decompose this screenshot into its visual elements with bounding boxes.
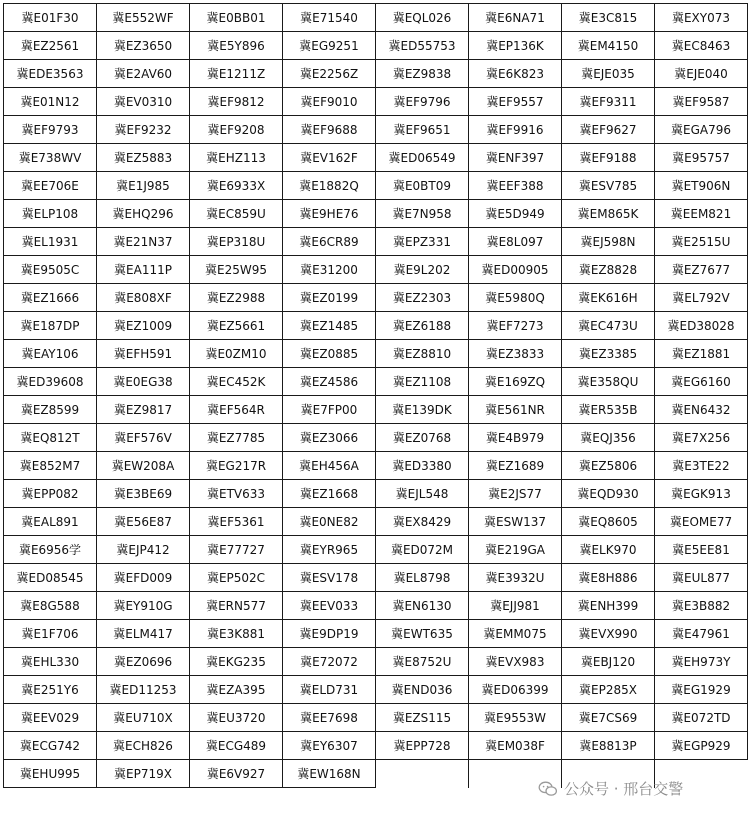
plate-number-cell: 冀EWT635 xyxy=(376,620,469,648)
plate-number-cell: 冀EGA796 xyxy=(655,116,748,144)
plate-number-cell: 冀EF9010 xyxy=(283,88,376,116)
plate-number-cell: 冀EZ5883 xyxy=(97,144,190,172)
plate-number-cell: 冀E358QU xyxy=(562,368,655,396)
plate-number-cell: 冀EF9627 xyxy=(562,116,655,144)
plate-number-cell: 冀EQL026 xyxy=(376,4,469,32)
plate-number-cell: 冀EZ7677 xyxy=(655,256,748,284)
table-row xyxy=(4,116,748,144)
plate-number-cell: 冀E9DP19 xyxy=(283,620,376,648)
table-row xyxy=(4,340,748,368)
plate-number-cell: 冀EJ598N xyxy=(562,228,655,256)
plate-number-cell: 冀EF564R xyxy=(190,396,283,424)
plate-number-cell: 冀EEV029 xyxy=(4,704,97,732)
table-row xyxy=(4,312,748,340)
plate-number-cell: 冀E4B979 xyxy=(469,424,562,452)
plate-number-cell: 冀E8813P xyxy=(562,732,655,760)
plate-number-cell: 冀EG6160 xyxy=(655,368,748,396)
plate-number-cell: 冀ETV633 xyxy=(190,480,283,508)
plate-number-cell: 冀EZ2303 xyxy=(376,284,469,312)
plate-number-cell: 冀EPZ331 xyxy=(376,228,469,256)
empty-cell xyxy=(469,760,562,788)
plate-number-cell: 冀EFH591 xyxy=(97,340,190,368)
plate-number-cell: 冀EZ1666 xyxy=(4,284,97,312)
plate-number-cell: 冀ELD731 xyxy=(283,676,376,704)
plate-number-cell: 冀EF5361 xyxy=(190,508,283,536)
plate-number-cell: 冀EZ0199 xyxy=(283,284,376,312)
plate-number-cell: 冀ED072M xyxy=(376,536,469,564)
plate-number-cell: 冀E3B882 xyxy=(655,592,748,620)
plate-number-cell: 冀E95757 xyxy=(655,144,748,172)
plate-number-cell: 冀E561NR xyxy=(469,396,562,424)
plate-number-cell: 冀ET906N xyxy=(655,172,748,200)
plate-number-cell: 冀EHL330 xyxy=(4,648,97,676)
plate-number-cell: 冀EQJ356 xyxy=(562,424,655,452)
plate-number-cell: 冀ED00905 xyxy=(469,256,562,284)
table-row xyxy=(4,536,748,564)
table-row xyxy=(4,564,748,592)
plate-number-cell: 冀EZ0885 xyxy=(283,340,376,368)
plate-number-cell: 冀E9L202 xyxy=(376,256,469,284)
plate-number-cell: 冀EF9793 xyxy=(4,116,97,144)
plate-table-body xyxy=(4,4,748,788)
plate-number-cell: 冀EHU995 xyxy=(4,760,97,788)
plate-number-cell: 冀E47961 xyxy=(655,620,748,648)
plate-number-cell: 冀EV0310 xyxy=(97,88,190,116)
plate-number-cell: 冀E6933X xyxy=(190,172,283,200)
plate-number-cell: 冀EZ8599 xyxy=(4,396,97,424)
plate-number-cell: 冀EEV033 xyxy=(283,592,376,620)
plate-number-cell: 冀E5EE81 xyxy=(655,536,748,564)
plate-number-cell: 冀EPP082 xyxy=(4,480,97,508)
plate-number-cell: 冀EL8798 xyxy=(376,564,469,592)
plate-number-cell: 冀EC452K xyxy=(190,368,283,396)
plate-number-cell: 冀EF9557 xyxy=(469,88,562,116)
plate-number-cell: 冀ESV178 xyxy=(283,564,376,592)
plate-number-cell: 冀EVX983 xyxy=(469,648,562,676)
plate-number-cell: 冀EA111P xyxy=(97,256,190,284)
plate-number-cell: 冀EF7273 xyxy=(469,312,562,340)
plate-number-cell: 冀E56E87 xyxy=(97,508,190,536)
plate-number-cell: 冀EGP929 xyxy=(655,732,748,760)
plate-number-cell: 冀EC473U xyxy=(562,312,655,340)
plate-number-cell: 冀EJE035 xyxy=(562,60,655,88)
plate-number-cell: 冀E3C815 xyxy=(562,4,655,32)
plate-number-cell: 冀E1211Z xyxy=(190,60,283,88)
plate-number-cell: 冀E72072 xyxy=(283,648,376,676)
plate-number-cell: 冀EJP412 xyxy=(97,536,190,564)
plate-number-cell: 冀E7N958 xyxy=(376,200,469,228)
plate-number-cell: 冀E8752U xyxy=(376,648,469,676)
plate-number-cell: 冀ERN577 xyxy=(190,592,283,620)
plate-number-cell: 冀EF9587 xyxy=(655,88,748,116)
table-row xyxy=(4,648,748,676)
plate-number-cell: 冀EZ7785 xyxy=(190,424,283,452)
plate-number-cell: 冀EBJ120 xyxy=(562,648,655,676)
plate-number-cell: 冀EZ3066 xyxy=(283,424,376,452)
plate-number-cell: 冀EZ2561 xyxy=(4,32,97,60)
plate-number-cell: 冀EZ1881 xyxy=(655,340,748,368)
plate-number-cell: 冀EZ1108 xyxy=(376,368,469,396)
plate-number-cell: 冀ED38028 xyxy=(655,312,748,340)
plate-number-cell: 冀EG217R xyxy=(190,452,283,480)
plate-number-cell: 冀EJE040 xyxy=(655,60,748,88)
plate-number-cell: 冀EYR965 xyxy=(283,536,376,564)
plate-number-cell: 冀EG1929 xyxy=(655,676,748,704)
empty-cell xyxy=(655,760,748,788)
plate-number-cell: 冀EVX990 xyxy=(562,620,655,648)
plate-number-cell: 冀EP136K xyxy=(469,32,562,60)
table-row xyxy=(4,396,748,424)
table-row xyxy=(4,508,748,536)
plate-number-cell: 冀EW168N xyxy=(283,760,376,788)
plate-number-cell: 冀E808XF xyxy=(97,284,190,312)
plate-number-cell: 冀EZ0768 xyxy=(376,424,469,452)
plate-number-cell: 冀EF9208 xyxy=(190,116,283,144)
plate-number-cell: 冀E01N12 xyxy=(4,88,97,116)
plate-number-cell: 冀ELM417 xyxy=(97,620,190,648)
table-row xyxy=(4,620,748,648)
plate-number-cell: 冀EY910G xyxy=(97,592,190,620)
plate-number-cell: 冀EUL877 xyxy=(655,564,748,592)
plate-number-cell: 冀E9553W xyxy=(469,704,562,732)
plate-number-cell: 冀E9HE76 xyxy=(283,200,376,228)
table-row xyxy=(4,592,748,620)
plate-number-cell: 冀EC8463 xyxy=(655,32,748,60)
plate-number-cell: 冀EL792V xyxy=(655,284,748,312)
plate-number-cell: 冀E139DK xyxy=(376,396,469,424)
plate-number-cell: 冀ER535B xyxy=(562,396,655,424)
plate-number-cell: 冀EF9688 xyxy=(283,116,376,144)
plate-number-cell: 冀EH456A xyxy=(283,452,376,480)
table-row xyxy=(4,424,748,452)
plate-number-cell: 冀EN6432 xyxy=(655,396,748,424)
plate-number-cell: 冀E8L097 xyxy=(469,228,562,256)
plate-number-cell: 冀E25W95 xyxy=(190,256,283,284)
plate-number-cell: 冀EPP728 xyxy=(376,732,469,760)
plate-number-cell: 冀EZ8810 xyxy=(376,340,469,368)
plate-number-cell: 冀EH973Y xyxy=(655,648,748,676)
plate-number-cell: 冀EZ5806 xyxy=(562,452,655,480)
plate-number-cell: 冀E3BE69 xyxy=(97,480,190,508)
plate-number-cell: 冀EF9232 xyxy=(97,116,190,144)
plate-number-cell: 冀EZS115 xyxy=(376,704,469,732)
plate-number-cell: 冀E6K823 xyxy=(469,60,562,88)
plate-number-cell: 冀E2JS77 xyxy=(469,480,562,508)
table-row xyxy=(4,760,748,788)
plate-number-cell: 冀E1F706 xyxy=(4,620,97,648)
plate-number-cell: 冀ELK970 xyxy=(562,536,655,564)
plate-number-cell: 冀EZ5661 xyxy=(190,312,283,340)
plate-number-cell: 冀EG9251 xyxy=(283,32,376,60)
plate-number-cell: 冀E852M7 xyxy=(4,452,97,480)
plate-number-cell: 冀E21N37 xyxy=(97,228,190,256)
table-row xyxy=(4,704,748,732)
plate-number-cell: 冀E251Y6 xyxy=(4,676,97,704)
table-row xyxy=(4,144,748,172)
plate-number-cell: 冀E6V927 xyxy=(190,760,283,788)
plate-number-cell: 冀ED06399 xyxy=(469,676,562,704)
plate-number-cell: 冀E7CS69 xyxy=(562,704,655,732)
plate-number-cell: 冀E3K881 xyxy=(190,620,283,648)
plate-number-cell: 冀E5Y896 xyxy=(190,32,283,60)
plate-number-cell: 冀EEF388 xyxy=(469,172,562,200)
plate-number-cell: 冀E3932U xyxy=(469,564,562,592)
plate-number-cell: 冀EF9311 xyxy=(562,88,655,116)
plate-number-cell: 冀EE7698 xyxy=(283,704,376,732)
plate-number-cell: 冀E0BT09 xyxy=(376,172,469,200)
plate-number-cell: 冀E8G588 xyxy=(4,592,97,620)
plate-number-cell: 冀ECG742 xyxy=(4,732,97,760)
plate-number-cell: 冀E219GA xyxy=(469,536,562,564)
plate-number-cell: 冀EHZ113 xyxy=(190,144,283,172)
plate-number-cell: 冀EN6130 xyxy=(376,592,469,620)
plate-number-cell: 冀EAY106 xyxy=(4,340,97,368)
plate-number-cell: 冀EJJ981 xyxy=(469,592,562,620)
plate-number-cell: 冀EZ4586 xyxy=(283,368,376,396)
plate-number-cell: 冀E8H886 xyxy=(562,564,655,592)
plate-number-cell: 冀E5D949 xyxy=(469,200,562,228)
plate-number-cell: 冀EEM821 xyxy=(655,200,748,228)
plate-number-cell: 冀EP502C xyxy=(190,564,283,592)
table-row xyxy=(4,4,748,32)
plate-number-cell: 冀E9505C xyxy=(4,256,97,284)
table-row xyxy=(4,32,748,60)
table-row xyxy=(4,200,748,228)
plate-number-cell: 冀EGK913 xyxy=(655,480,748,508)
plate-number-cell: 冀EZ0696 xyxy=(97,648,190,676)
plate-number-cell: 冀EF9188 xyxy=(562,144,655,172)
plate-number-cell: 冀EQ812T xyxy=(4,424,97,452)
plate-number-cell: 冀ED08545 xyxy=(4,564,97,592)
table-row xyxy=(4,60,748,88)
plate-number-cell: 冀E072TD xyxy=(655,704,748,732)
plate-number-cell: 冀ED39608 xyxy=(4,368,97,396)
plate-number-cell: 冀ECH826 xyxy=(97,732,190,760)
plate-number-cell: 冀EP318U xyxy=(190,228,283,256)
plate-number-cell: 冀E2256Z xyxy=(283,60,376,88)
plate-number-cell: 冀E77727 xyxy=(190,536,283,564)
plate-number-cell: 冀E1J985 xyxy=(97,172,190,200)
plate-number-cell: 冀EDE3563 xyxy=(4,60,97,88)
plate-number-cell: 冀EXY073 xyxy=(655,4,748,32)
plate-number-cell: 冀E187DP xyxy=(4,312,97,340)
plate-number-cell: 冀EQ8605 xyxy=(562,508,655,536)
plate-number-cell: 冀EZ3385 xyxy=(562,340,655,368)
plate-number-cell: 冀EY6307 xyxy=(283,732,376,760)
plate-number-cell: 冀ESV785 xyxy=(562,172,655,200)
plate-number-cell: 冀EW208A xyxy=(97,452,190,480)
plate-number-table xyxy=(3,3,748,788)
plate-number-cell: 冀EM865K xyxy=(562,200,655,228)
plate-number-cell: 冀EZ3650 xyxy=(97,32,190,60)
plate-number-cell: 冀EM4150 xyxy=(562,32,655,60)
table-row xyxy=(4,676,748,704)
plate-number-cell: 冀E71540 xyxy=(283,4,376,32)
plate-number-cell: 冀EX8429 xyxy=(376,508,469,536)
plate-number-cell: 冀E0BB01 xyxy=(190,4,283,32)
plate-number-cell: 冀E01F30 xyxy=(4,4,97,32)
plate-number-cell: 冀EU3720 xyxy=(190,704,283,732)
plate-number-cell: 冀EZ8828 xyxy=(562,256,655,284)
plate-number-cell: 冀EJL548 xyxy=(376,480,469,508)
plate-number-cell: 冀EAL891 xyxy=(4,508,97,536)
table-row xyxy=(4,172,748,200)
plate-number-cell: 冀E7X256 xyxy=(655,424,748,452)
plate-number-cell: 冀ENH399 xyxy=(562,592,655,620)
plate-number-cell: 冀E0NE82 xyxy=(283,508,376,536)
plate-number-cell: 冀E6CR89 xyxy=(283,228,376,256)
plate-number-cell: 冀ED06549 xyxy=(376,144,469,172)
table-row xyxy=(4,732,748,760)
plate-number-cell: 冀EZ1668 xyxy=(283,480,376,508)
plate-number-cell: 冀EM038F xyxy=(469,732,562,760)
plate-number-cell: 冀E552WF xyxy=(97,4,190,32)
plate-number-cell: 冀EL1931 xyxy=(4,228,97,256)
plate-number-cell: 冀EU710X xyxy=(97,704,190,732)
plate-number-cell: 冀E5980Q xyxy=(469,284,562,312)
plate-number-cell: 冀ED3380 xyxy=(376,452,469,480)
plate-number-cell: 冀EMM075 xyxy=(469,620,562,648)
plate-number-cell: 冀EZ2988 xyxy=(190,284,283,312)
plate-number-cell: 冀EF9651 xyxy=(376,116,469,144)
plate-number-cell: 冀E0ZM10 xyxy=(190,340,283,368)
table-row xyxy=(4,228,748,256)
plate-number-cell: 冀ENF397 xyxy=(469,144,562,172)
plate-number-cell: 冀EQD930 xyxy=(562,480,655,508)
plate-number-cell: 冀E1882Q xyxy=(283,172,376,200)
plate-number-cell: 冀EP285X xyxy=(562,676,655,704)
plate-number-cell: 冀EZ1689 xyxy=(469,452,562,480)
plate-number-cell: 冀E6956学 xyxy=(4,536,97,564)
plate-number-cell: 冀E2515U xyxy=(655,228,748,256)
watermark-text: 公众号 · 邢台交警 xyxy=(564,780,684,798)
plate-number-cell: 冀EF576V xyxy=(97,424,190,452)
plate-number-cell: 冀E6NA71 xyxy=(469,4,562,32)
empty-cell xyxy=(562,760,655,788)
plate-number-cell: 冀E7FP00 xyxy=(283,396,376,424)
plate-number-cell: 冀E738WV xyxy=(4,144,97,172)
plate-number-cell: 冀EZ1485 xyxy=(283,312,376,340)
plate-number-cell: 冀EC859U xyxy=(190,200,283,228)
plate-number-cell: 冀EV162F xyxy=(283,144,376,172)
plate-number-cell: 冀E169ZQ xyxy=(469,368,562,396)
plate-number-cell: 冀EK616H xyxy=(562,284,655,312)
plate-number-cell: 冀END036 xyxy=(376,676,469,704)
plate-number-cell: 冀EE706E xyxy=(4,172,97,200)
plate-number-cell: 冀EF9796 xyxy=(376,88,469,116)
plate-number-cell: 冀ESW137 xyxy=(469,508,562,536)
plate-number-cell: 冀EHQ296 xyxy=(97,200,190,228)
plate-number-cell: 冀ED11253 xyxy=(97,676,190,704)
table-row xyxy=(4,256,748,284)
plate-number-cell: 冀E31200 xyxy=(283,256,376,284)
plate-number-cell: 冀ECG489 xyxy=(190,732,283,760)
plate-number-cell: 冀EP719X xyxy=(97,760,190,788)
plate-number-cell: 冀EZ3833 xyxy=(469,340,562,368)
plate-number-cell: 冀EZ1009 xyxy=(97,312,190,340)
plate-number-cell: 冀EOME77 xyxy=(655,508,748,536)
plate-number-cell: 冀EZ9838 xyxy=(376,60,469,88)
plate-number-cell: 冀EF9812 xyxy=(190,88,283,116)
table-row xyxy=(4,480,748,508)
table-row xyxy=(4,452,748,480)
table-row xyxy=(4,368,748,396)
plate-number-cell: 冀EZA395 xyxy=(190,676,283,704)
plate-number-cell: 冀E3TE22 xyxy=(655,452,748,480)
plate-number-cell: 冀E0EG38 xyxy=(97,368,190,396)
table-row xyxy=(4,284,748,312)
plate-number-cell: 冀EF9916 xyxy=(469,116,562,144)
empty-cell xyxy=(376,760,469,788)
plate-number-cell: 冀E2AV60 xyxy=(97,60,190,88)
plate-number-cell: 冀EZ6188 xyxy=(376,312,469,340)
plate-number-cell: 冀EFD009 xyxy=(97,564,190,592)
plate-number-cell: 冀EKG235 xyxy=(190,648,283,676)
table-row xyxy=(4,88,748,116)
plate-number-cell: 冀EZ9817 xyxy=(97,396,190,424)
plate-number-cell: 冀ELP108 xyxy=(4,200,97,228)
plate-number-cell: 冀ED55753 xyxy=(376,32,469,60)
